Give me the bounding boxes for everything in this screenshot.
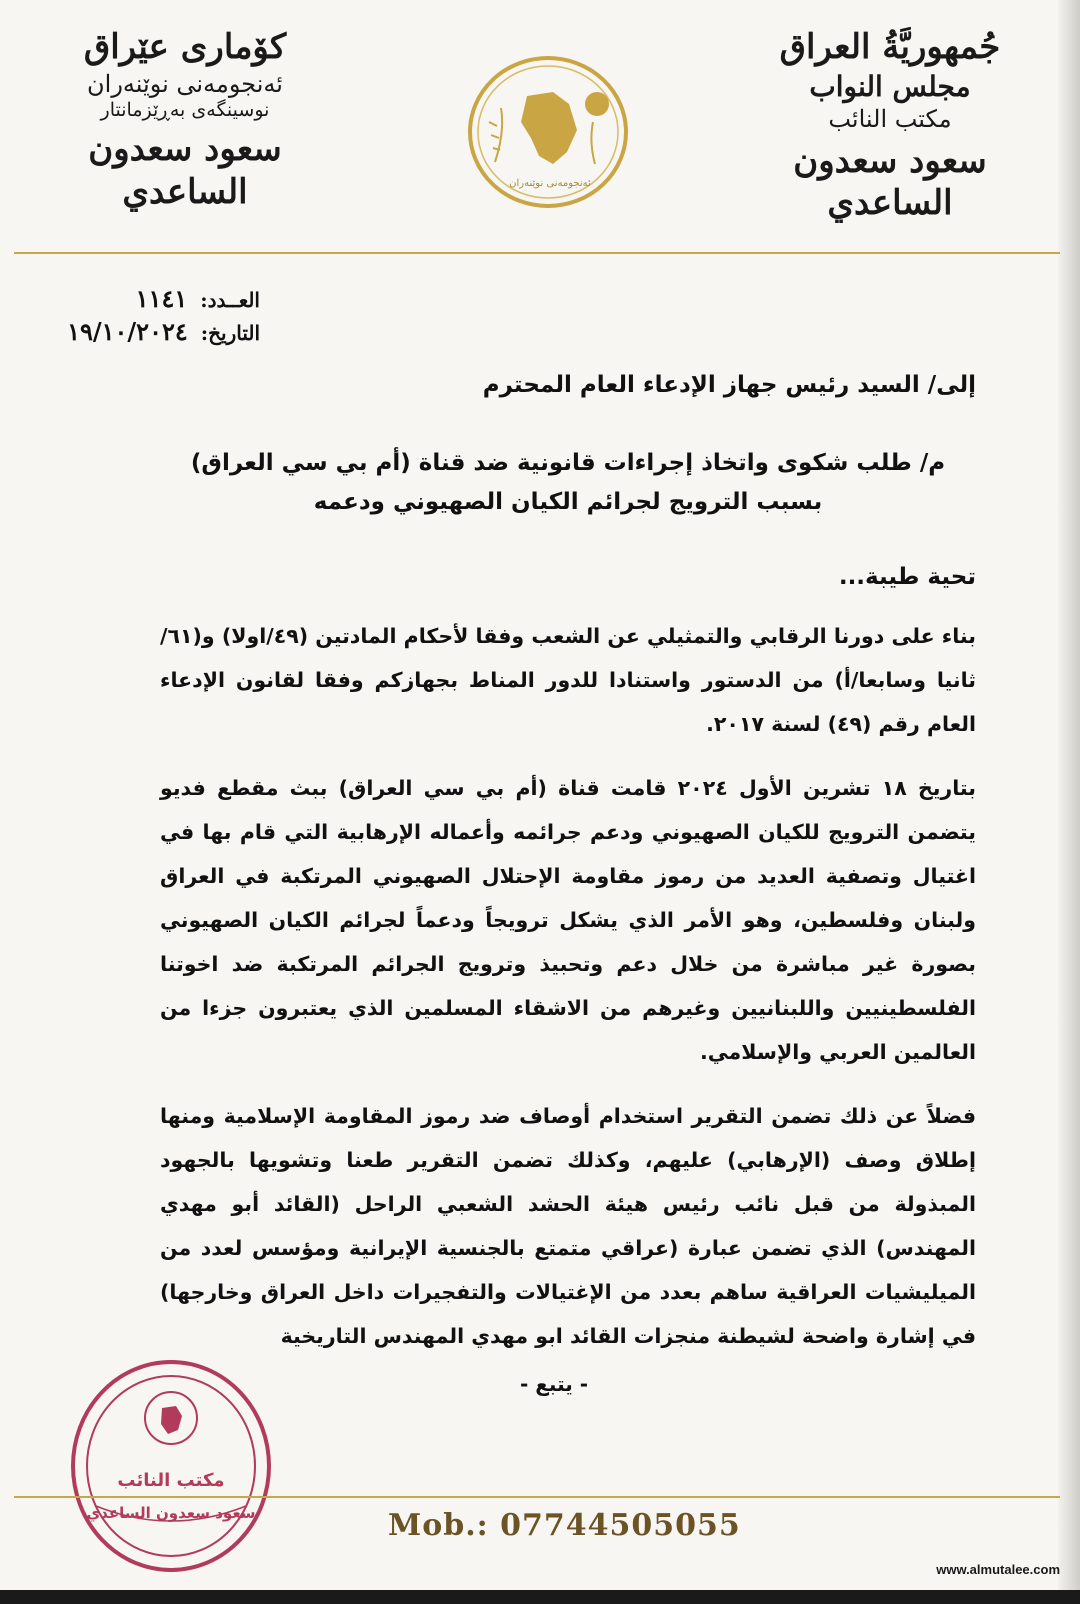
emblem-caption: ئەنجومەنی نوێنەران bbox=[509, 178, 591, 189]
reference-number-label: العــدد: bbox=[200, 288, 260, 312]
header-office: مكتب النائب bbox=[828, 104, 952, 133]
header-arabic bbox=[740, 26, 1040, 225]
reference-number-value: ١١٤١ bbox=[135, 284, 188, 313]
header-kurdish-mp-name: سعود سعدون الساعدي bbox=[88, 129, 282, 212]
letter-greeting: تحية طيبة... bbox=[838, 564, 976, 591]
reference-date-value: ١٩/١٠/٢٠٢٤ bbox=[67, 317, 188, 346]
letter-body bbox=[160, 372, 976, 1358]
header-kurdish bbox=[20, 26, 350, 213]
paragraph-report-details: فضلاً عن ذلك تضمن التقرير استخدام أوصاف ضد رموز المقاومة الإسلامية ومنها إطلاق وصف (الإرهابي) عليهم، وكذلك تضمن التقرير طعنا وتشويها بالجهود المبذولة من قبل نائب رئيس هيئة الحشد الشعبي الراحل (القائد أبو مهدي المهندس) الذي تضمن عبارة (عراقي متمتع بالجنسية الإيرانية ومؤسس لعدد من الميليشيات العراقية ساهم بعدد من الإغتيالات والتفجيرات داخل العراق وخارجها) في إشارة واضحة لشيطنة منجزات القائد ابو مهدي المهندس التاريخية bbox=[160, 1104, 976, 1349]
page-edge-shadow bbox=[1058, 0, 1080, 1590]
reference-number-row bbox=[20, 284, 260, 313]
reference-date-row bbox=[20, 317, 260, 346]
stamp-line-1: مكتب النائب bbox=[117, 1470, 225, 1491]
header-kurdish-republic: كۆماری عێراق bbox=[83, 27, 287, 67]
letter-addressee: إلى/ السيد رئيس جهاز الإدعاء العام المحترم bbox=[482, 372, 976, 398]
paragraph-incident: بتاريخ ١٨ تشرين الأول ٢٠٢٤ قامت قناة (أم بي سي العراق) ببث مقطع فديو يتضمن الترويج للكيان الصهيوني ودعم جرائمه وأعماله الإرهابية التي قام بها في اغتيال وتصفية العديد من رموز مقاومة الإحتلال الصهيوني المرتكبة في العراق ولبنان وفلسطين، وهو الأمر الذي يشكل ترويجاً ودعماً لجرائم الكيان الصهيوني بصورة غير مباشرة من خلال دعم وتحبيذ وترويج الجرائم المرتكبة ضد اخوتنا الفلسطينيين واللبنانيين وغيرهم من الاشقاء المسلمين الذي يعتبرون جزءا من العالمين العربي والإسلامي. bbox=[160, 776, 976, 1065]
footer-mobile: Mob.: 07744505055 bbox=[388, 1508, 741, 1543]
office-stamp-icon bbox=[66, 1356, 276, 1576]
header-kurdish-office: نوسینگەی بەڕێزمانتار bbox=[100, 98, 270, 121]
subject-line-2: بسبب الترويج لجرائم الكيان الصهيوني ودعمه bbox=[313, 489, 823, 516]
subject-line-1: م/ طلب شكوى واتخاذ إجراءات قانونية ضد قناة (أم بي سي العراق) bbox=[190, 450, 946, 476]
source-watermark: www.almutalee.com bbox=[936, 1562, 1060, 1577]
reference-block bbox=[20, 284, 260, 350]
continued-note: - يتبع - bbox=[520, 1372, 589, 1396]
header-divider bbox=[14, 252, 1060, 254]
paragraph-legal-basis: بناء على دورنا الرقابي والتمثيلي عن الشعب وفقا لأحكام المادتين (٤٩/اولا) و(٦١/ثانيا وسابعا/أ) من الدستور واستنادا للدور المناط بجهازكم وفقا لقانون الإدعاء العام رقم (٤٩) لسنة ٢٠١٧. bbox=[160, 624, 976, 737]
header-kurdish-council: ئەنجومەنی نوێنەران bbox=[87, 69, 283, 98]
reference-date-label: التاريخ: bbox=[200, 321, 260, 345]
footer-divider bbox=[14, 1496, 1060, 1498]
header-republic: جُمهوريَّةُ العراق bbox=[779, 27, 1001, 67]
letter-subject bbox=[160, 444, 976, 522]
stamp-line-2: سعود سعدون الساعدي bbox=[86, 1504, 256, 1522]
header-council: مجلس النواب bbox=[809, 69, 971, 103]
header-mp-name: سعود سعدون الساعدي bbox=[793, 140, 987, 223]
